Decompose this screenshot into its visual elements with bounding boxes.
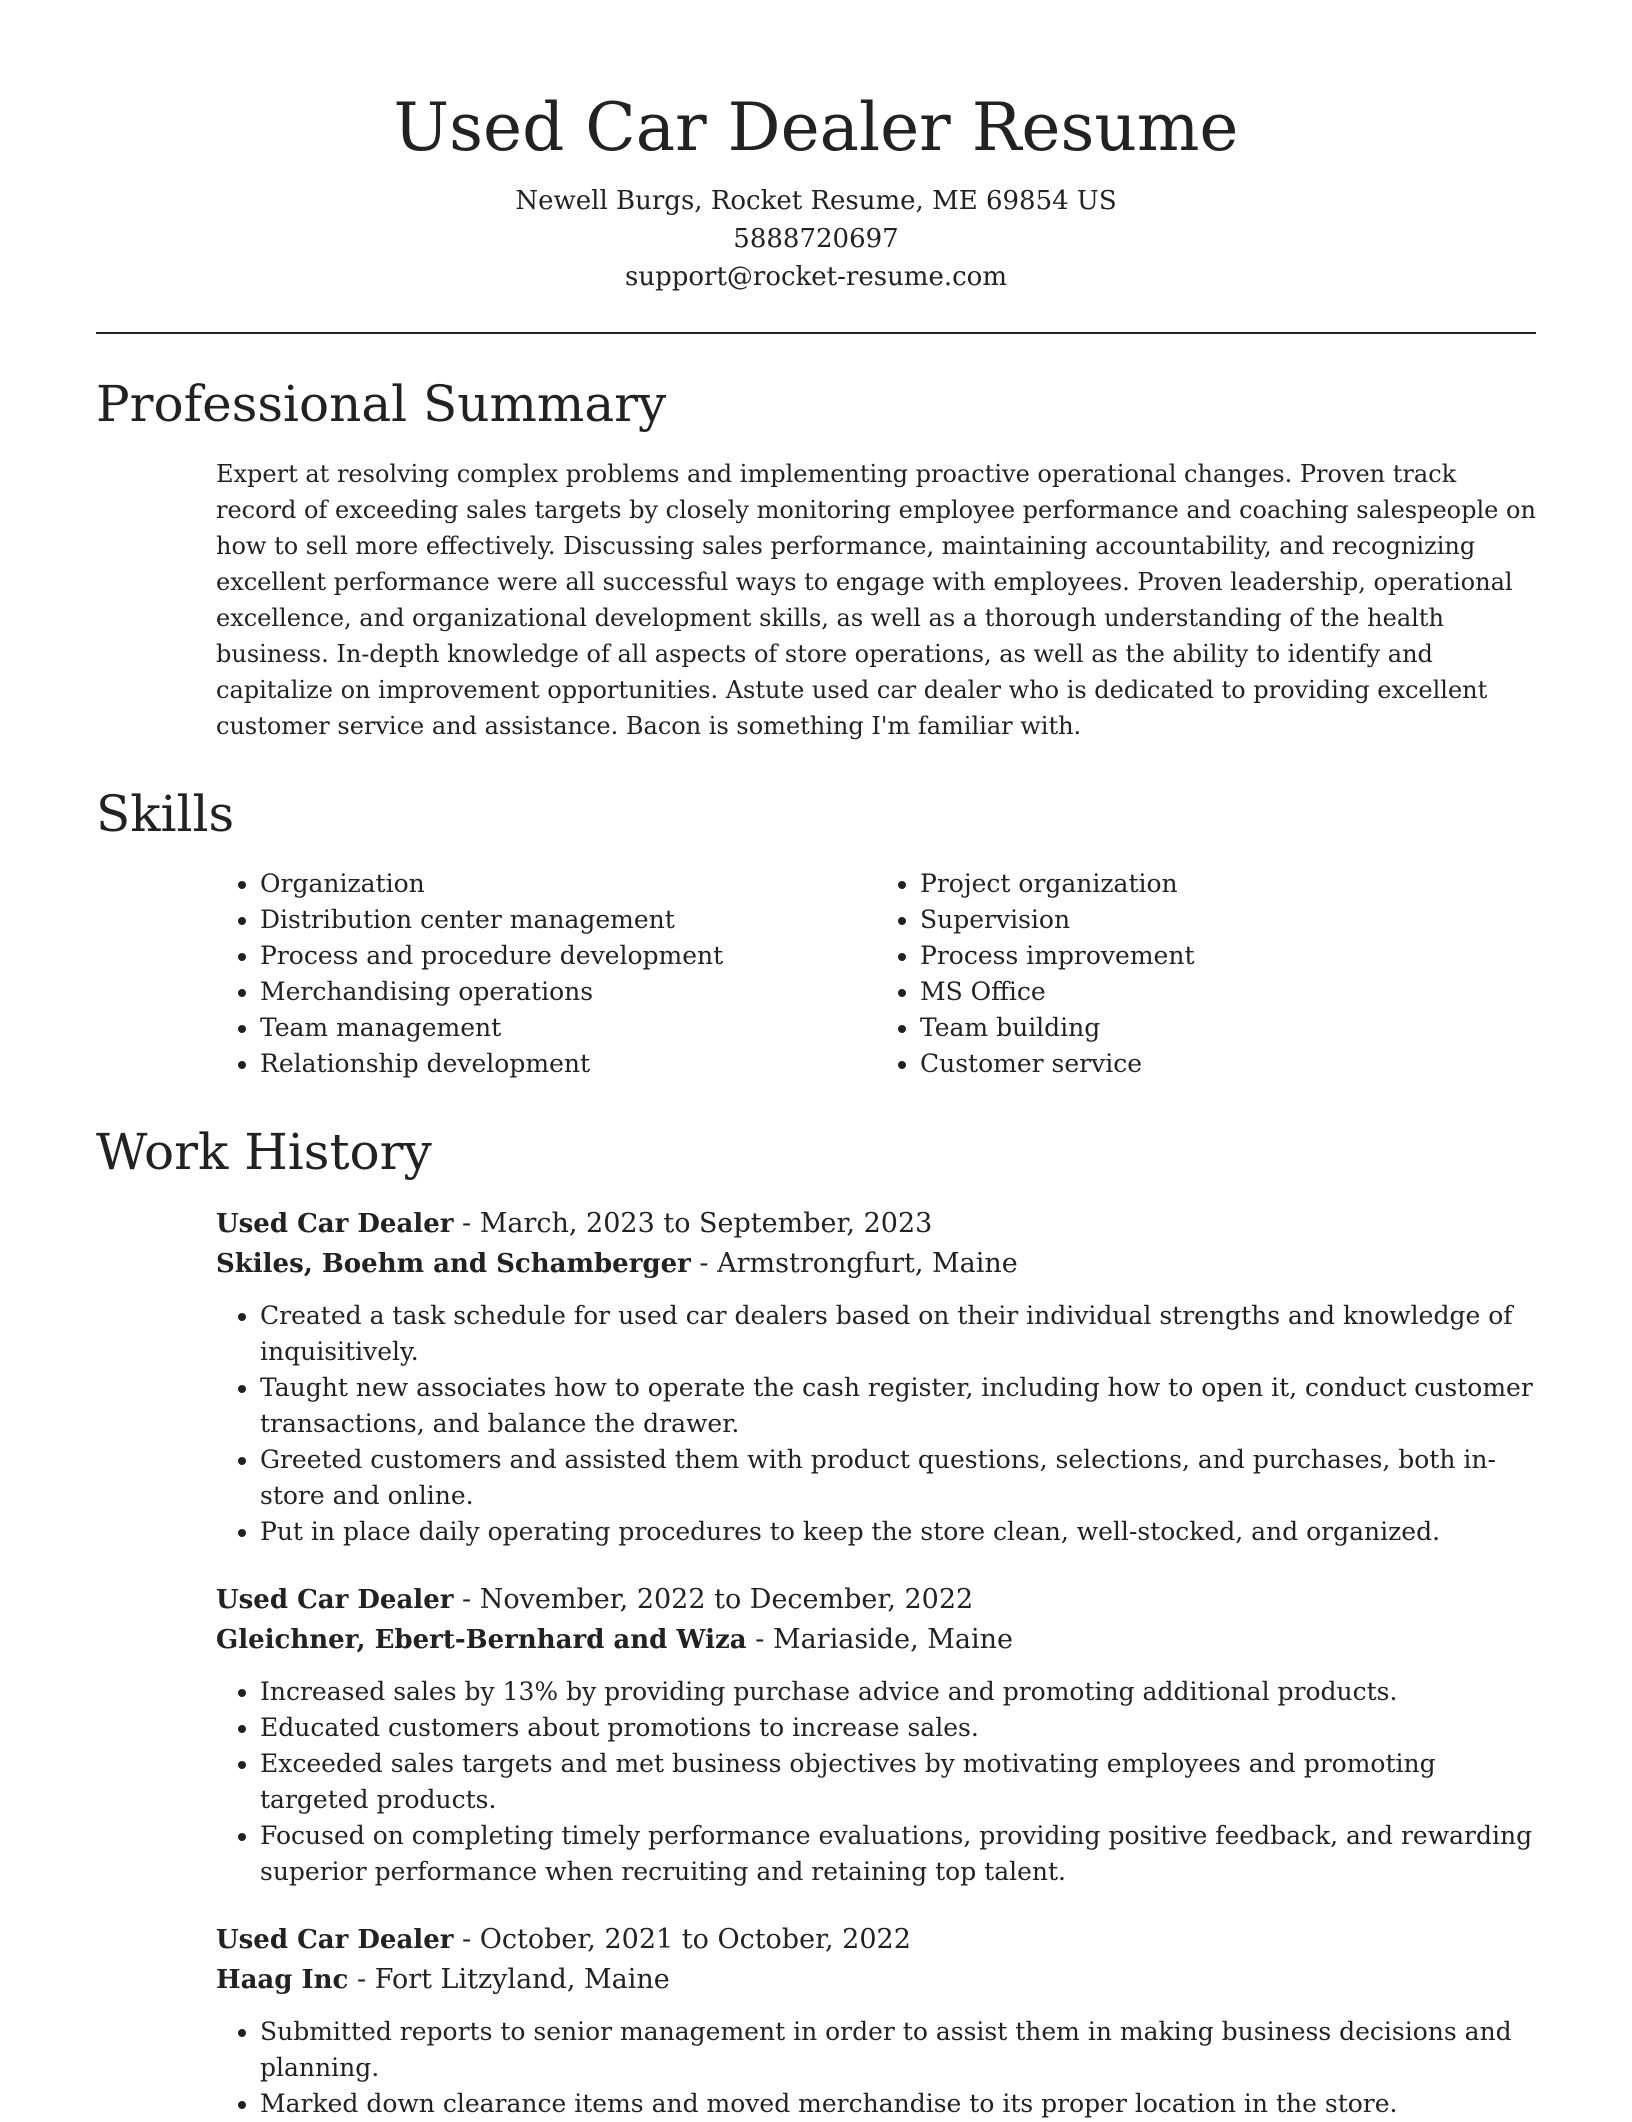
summary-heading: Professional Summary xyxy=(96,375,667,433)
skill-item: • Team management xyxy=(260,1010,876,1046)
skill-item: • Process and procedure development xyxy=(260,938,876,974)
work-section xyxy=(96,1122,1536,2122)
skill-item: • Merchandising operations xyxy=(260,974,876,1010)
job-title: Used Car Dealer xyxy=(216,1585,454,1615)
job-separator: - xyxy=(453,1208,480,1239)
skill-item: • MS Office xyxy=(920,974,1536,1010)
job-bullet: • Focused on completing timely performance evaluations, providing positive feedback, and rewarding superior performance when recruiting and retaining top talent. xyxy=(260,1818,1536,1890)
skill-item: • Distribution center management xyxy=(260,902,876,938)
work-heading: Work History xyxy=(96,1123,432,1181)
contact-email: support@rocket-resume.com xyxy=(624,262,1007,292)
job-title-line xyxy=(216,1920,1536,1960)
job-company-line xyxy=(216,1620,1536,1660)
job-separator: - xyxy=(453,1584,480,1615)
job-title-line xyxy=(216,1580,1536,1620)
contact-block xyxy=(96,182,1536,296)
resume-title: Used Car Dealer Resume xyxy=(393,89,1239,166)
job-bullets xyxy=(216,1674,1536,1890)
job-location: Fort Litzyland, Maine xyxy=(374,1964,670,1995)
job-separator: - xyxy=(746,1624,773,1655)
job-separator: - xyxy=(348,1964,375,1995)
job-company-line xyxy=(216,1960,1536,2000)
job-dates: October, 2021 to October, 2022 xyxy=(479,1924,911,1955)
contact-address: Newell Burgs, Rocket Resume, ME 69854 US xyxy=(515,186,1117,216)
job-bullet: • Put in place daily operating procedures to keep the store clean, well-stocked, and organized. xyxy=(260,1514,1536,1550)
skills-grid xyxy=(216,866,1536,1082)
summary-text: Expert at resolving complex problems and implementing proactive operational changes. Proven track record of exceeding sales targets by closely monitoring employee performance and coaching salespeople on how to sell more effectively. Discussing sales performance, maintaining accountability, and recognizing excellent performance were all successful ways to engage with employees. Proven leadership, operational excellence, and organizational development skills, as well as a thorough understanding of the health business. In-depth knowledge of all aspects of store operations, as well as the ability to identify and capitalize on improvement opportunities. Astute used car dealer who is dedicated to providing excellent customer service and assistance. Bacon is something I'm familiar with. xyxy=(216,460,1536,740)
job-dates: November, 2022 to December, 2022 xyxy=(479,1584,974,1615)
skill-item: • Customer service xyxy=(920,1046,1536,1082)
job-separator: - xyxy=(690,1248,718,1279)
skill-item: • Organization xyxy=(260,866,876,902)
job-company: Haag Inc xyxy=(216,1965,349,1995)
job-bullets xyxy=(216,2014,1536,2122)
job-bullets xyxy=(216,1298,1536,1550)
skills-list-left xyxy=(216,866,876,1082)
skill-item: • Project organization xyxy=(920,866,1536,902)
job-bullet: • Marked down clearance items and moved merchandise to its proper location in the store. xyxy=(260,2086,1536,2122)
job-entry xyxy=(216,1580,1536,1890)
job-bullet: • Created a task schedule for used car dealers based on their individual strengths and knowledge of inquisitively. xyxy=(260,1298,1536,1370)
job-bullet: • Exceeded sales targets and met business objectives by motivating employees and promoting targeted products. xyxy=(260,1746,1536,1818)
resume-header xyxy=(96,0,1536,296)
skill-item: • Team building xyxy=(920,1010,1536,1046)
job-bullet: • Increased sales by 13% by providing purchase advice and promoting additional products. xyxy=(260,1674,1536,1710)
skills-list-right xyxy=(876,866,1536,1082)
job-dates: March, 2023 to September, 2023 xyxy=(479,1208,933,1239)
job-company-line xyxy=(216,1244,1536,1284)
job-location: Mariaside, Maine xyxy=(772,1624,1013,1655)
skill-item: • Supervision xyxy=(920,902,1536,938)
job-title: Used Car Dealer xyxy=(216,1925,454,1955)
job-location: Armstrongfurt, Maine xyxy=(717,1248,1018,1279)
job-bullet: • Educated customers about promotions to increase sales. xyxy=(260,1710,1536,1746)
contact-phone: 5888720697 xyxy=(733,224,899,254)
job-title: Used Car Dealer xyxy=(216,1209,454,1239)
skill-item: • Relationship development xyxy=(260,1046,876,1082)
skills-heading: Skills xyxy=(96,785,235,843)
job-separator: - xyxy=(453,1924,480,1955)
job-entry xyxy=(216,1920,1536,2122)
skill-item: • Process improvement xyxy=(920,938,1536,974)
job-bullet: • Submitted reports to senior management in order to assist them in making business decisions and planning. xyxy=(260,2014,1536,2086)
job-company: Skiles, Boehm and Schamberger xyxy=(216,1249,691,1279)
job-title-line xyxy=(216,1204,1536,1244)
skills-section xyxy=(96,784,1536,1082)
job-bullet: • Taught new associates how to operate the cash register, including how to open it, conduct customer transactions, and balance the drawer. xyxy=(260,1370,1536,1442)
header-divider xyxy=(96,332,1536,334)
job-entry xyxy=(216,1204,1536,1550)
job-bullet: • Greeted customers and assisted them with product questions, selections, and purchases, both in-store and online. xyxy=(260,1442,1536,1514)
summary-section xyxy=(96,374,1536,744)
job-company: Gleichner, Ebert-Bernhard and Wiza xyxy=(216,1625,747,1655)
